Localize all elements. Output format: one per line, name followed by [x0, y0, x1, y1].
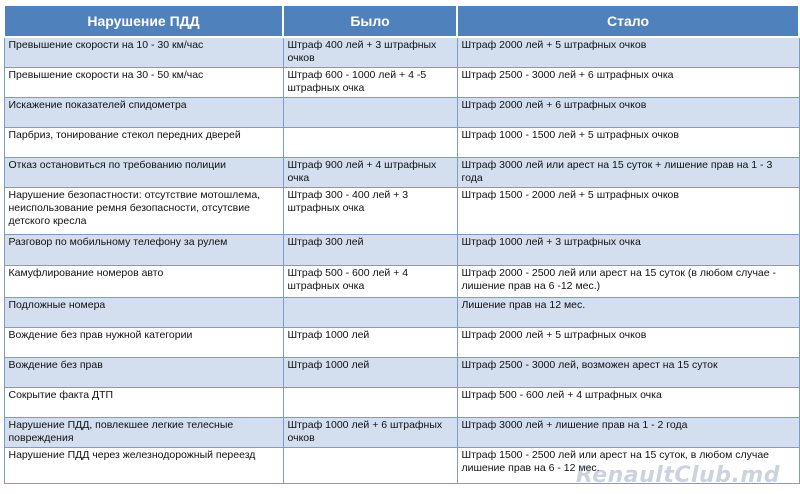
cell-after: Штраф 2000 лей + 5 штрафных очков [457, 37, 799, 67]
cell-before [283, 447, 457, 483]
cell-after: Штраф 2000 лей + 5 штрафных очков [457, 327, 799, 357]
table-row [4, 357, 799, 387]
header-violation: Нарушение ПДД [4, 5, 283, 37]
table-row [4, 265, 799, 297]
cell-after: Штраф 2500 - 3000 лей, возможен арест на 15 суток [457, 357, 799, 387]
cell-before: Штраф 1000 лей [283, 327, 457, 357]
cell-violation: Превышение скорости на 10 - 30 км/час [4, 37, 283, 67]
table-header-row [4, 5, 799, 37]
table-body [4, 37, 799, 483]
cell-violation: Вождение без прав нужной категории [4, 327, 283, 357]
table-row [4, 127, 799, 157]
cell-before [283, 127, 457, 157]
cell-after: Штраф 1000 - 1500 лей + 5 штрафных очков [457, 127, 799, 157]
cell-violation: Нарушение ПДД через железнодорожный переезд [4, 447, 283, 483]
cell-after: Штраф 3000 лей или арест на 15 суток + лишение прав на 1 - 3 года [457, 157, 799, 187]
cell-before: Штраф 900 лей + 4 штрафных очка [283, 157, 457, 187]
cell-before: Штраф 1000 лей + 6 штрафных очков [283, 417, 457, 447]
table-row [4, 327, 799, 357]
cell-violation: Разговор по мобильному телефону за рулем [4, 234, 283, 265]
cell-after: Штраф 1000 лей + 3 штрафных очка [457, 234, 799, 265]
cell-before: Штраф 1000 лей [283, 357, 457, 387]
cell-violation: Нарушение безопастности: отсутствие мотошлема, неиспользование ремня безопасности, отсутсвие детского кресла [4, 187, 283, 234]
cell-violation: Вождение без прав [4, 357, 283, 387]
cell-after: Штраф 1500 - 2500 лей или арест на 15 суток, в любом случае лишение прав на 6 - 12 мес. [457, 447, 799, 483]
table-row [4, 447, 799, 483]
table-row [4, 37, 799, 67]
cell-after: Штраф 2000 - 2500 лей или арест на 15 суток (в любом случае - лишение прав на 6 -12 мес.) [457, 265, 799, 297]
traffic-fines-table [3, 4, 800, 484]
cell-violation: Отказ остановиться по требованию полиции [4, 157, 283, 187]
cell-before: Штраф 600 - 1000 лей + 4 -5 штрафных очка [283, 67, 457, 97]
cell-after: Штраф 2500 - 3000 лей + 6 штрафных очка [457, 67, 799, 97]
cell-before: Штраф 500 - 600 лей + 4 штрафных очка [283, 265, 457, 297]
cell-violation: Сокрытие факта ДТП [4, 387, 283, 417]
table-row [4, 97, 799, 127]
cell-before: Штраф 400 лей + 3 штрафных очков [283, 37, 457, 67]
cell-before [283, 387, 457, 417]
table-row [4, 297, 799, 327]
table-row [4, 67, 799, 97]
cell-violation: Парбриз, тонирование стекол передних дверей [4, 127, 283, 157]
watermark: RenaultClub.md [575, 463, 780, 488]
cell-after: Штраф 1500 - 2000 лей + 5 штрафных очков [457, 187, 799, 234]
cell-before: Штраф 300 лей [283, 234, 457, 265]
table-row [4, 387, 799, 417]
table-row [4, 417, 799, 447]
table-row [4, 234, 799, 265]
cell-after: Штраф 500 - 600 лей + 4 штрафных очка [457, 387, 799, 417]
cell-before [283, 97, 457, 127]
header-after: Стало [457, 5, 799, 37]
cell-after: Лишение прав на 12 мес. [457, 297, 799, 327]
cell-violation: Нарушение ПДД, повлекшее легкие телесные повреждения [4, 417, 283, 447]
cell-violation: Подложные номера [4, 297, 283, 327]
table-row [4, 187, 799, 234]
cell-violation: Искажение показателей спидометра [4, 97, 283, 127]
cell-violation: Камуфлирование номеров авто [4, 265, 283, 297]
cell-before [283, 297, 457, 327]
table-row [4, 157, 799, 187]
cell-after: Штраф 3000 лей + лишение прав на 1 - 2 года [457, 417, 799, 447]
header-before: Было [283, 5, 457, 37]
cell-violation: Превышение скорости на 30 - 50 км/час [4, 67, 283, 97]
cell-before: Штраф 300 - 400 лей + 3 штрафных очка [283, 187, 457, 234]
cell-after: Штраф 2000 лей + 6 штрафных очков [457, 97, 799, 127]
